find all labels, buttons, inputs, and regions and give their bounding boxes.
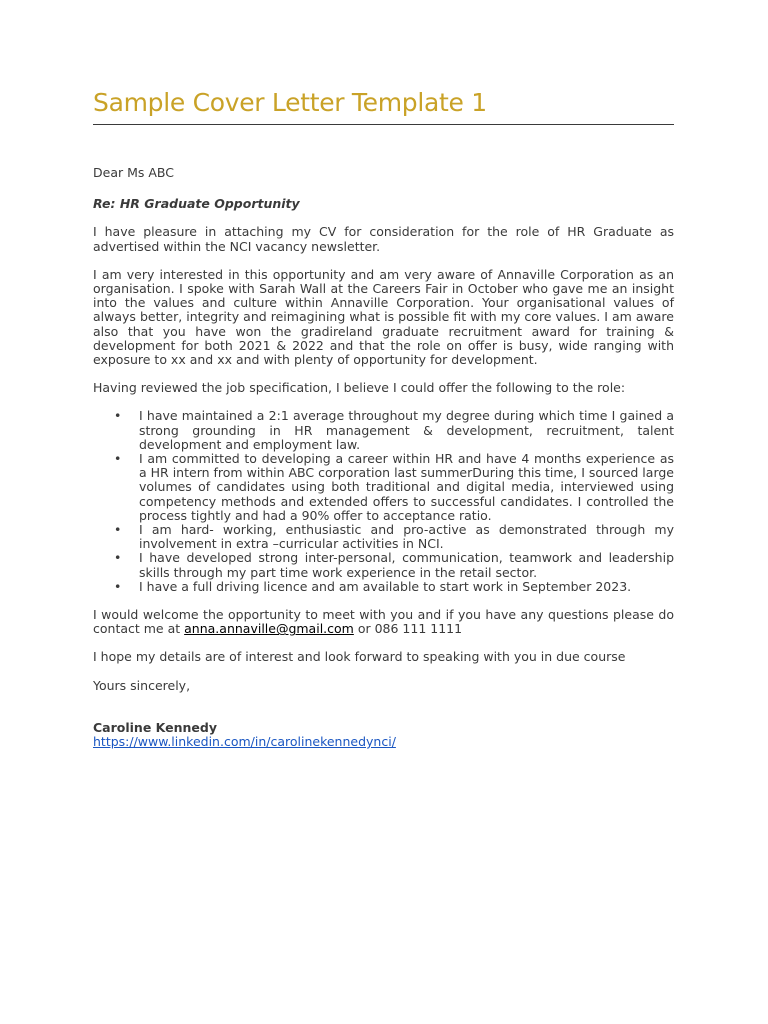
list-item-text: I have developed strong inter-personal, communication, teamwork and leadership skills through my part time work experience in the retail sector. — [139, 550, 674, 580]
linkedin-row — [93, 735, 674, 749]
salutation: Dear Ms ABC — [93, 165, 174, 180]
closing-paragraph: I hope my details are of interest and look forward to speaking with you in due course — [93, 649, 626, 665]
contact-paragraph — [93, 608, 674, 636]
list-item — [93, 551, 674, 579]
list-item-text: I am hard- working, enthusiastic and pro-active as demonstrated through my involvement in extra –curricular activities in NCI. — [139, 522, 674, 552]
interest-paragraph: I am very interested in this opportunity and am very aware of Annaville Corporation as an organisation. I spoke with Sarah Wall at the Careers Fair in October who gave me an insight into the values and culture within Annaville Corporation. Your organisational values of always better, integrity and reimagining what is possible fit with my core values. I am aware also that you have won the gradireland graduate recruitment award for training & development for both 2021 & 2022 and that the role on offer is busy, wide ranging with exposure to xx and xx and with plenty of opportunity for development. — [93, 266, 674, 368]
offer-intro-paragraph: Having reviewed the job specification, I believe I could offer the following to the role: — [93, 380, 626, 396]
subject-line: Re: HR Graduate Opportunity — [93, 196, 300, 212]
list-item — [93, 409, 674, 452]
bullet-icon: • — [114, 451, 122, 467]
signature-name: Caroline Kennedy — [93, 719, 217, 735]
bullet-icon: • — [114, 408, 122, 424]
document-title: Sample Cover Letter Template 1 — [93, 88, 487, 117]
sign-off: Yours sincerely, — [93, 677, 191, 693]
letter-body — [93, 166, 674, 749]
contact-text: I would welcome the opportunity to meet with you and if you have any questions please do contact me at — [93, 607, 674, 637]
bullet-icon: • — [114, 550, 122, 566]
intro-paragraph: I have pleasure in attaching my CV for consideration for the role of HR Graduate as advertised within the NCI vacancy newsletter. — [93, 224, 674, 254]
phone-text: or 086 111 1111 — [353, 621, 463, 637]
list-item — [93, 452, 674, 523]
linkedin-link[interactable]: https://www.linkedin.com/in/carolinekennedynci/ — [93, 734, 396, 750]
list-item-text: I have maintained a 2:1 average throughout my degree during which time I gained a strong grounding in HR management & development, recruitment, talent development and employment law. — [139, 408, 674, 452]
bullet-icon: • — [114, 578, 122, 594]
bullet-icon: • — [114, 522, 122, 538]
list-item — [93, 580, 674, 594]
list-item — [93, 523, 674, 551]
title-divider — [93, 124, 674, 125]
skills-list — [93, 409, 674, 594]
list-item-text: I have a full driving licence and am available to start work in September 2023. — [139, 578, 632, 594]
email-link[interactable]: anna.annaville@gmail.com — [184, 621, 354, 637]
list-item-text: I am committed to developing a career within HR and have 4 months experience as a HR intern from within ABC corporation last summerDuring this time, I sourced large volumes of candidates using both traditional and digital media, interviewed using competency methods and extended offers to successful candidates. I controlled the process tightly and had a 90% offer to acceptance ratio. — [139, 451, 674, 523]
